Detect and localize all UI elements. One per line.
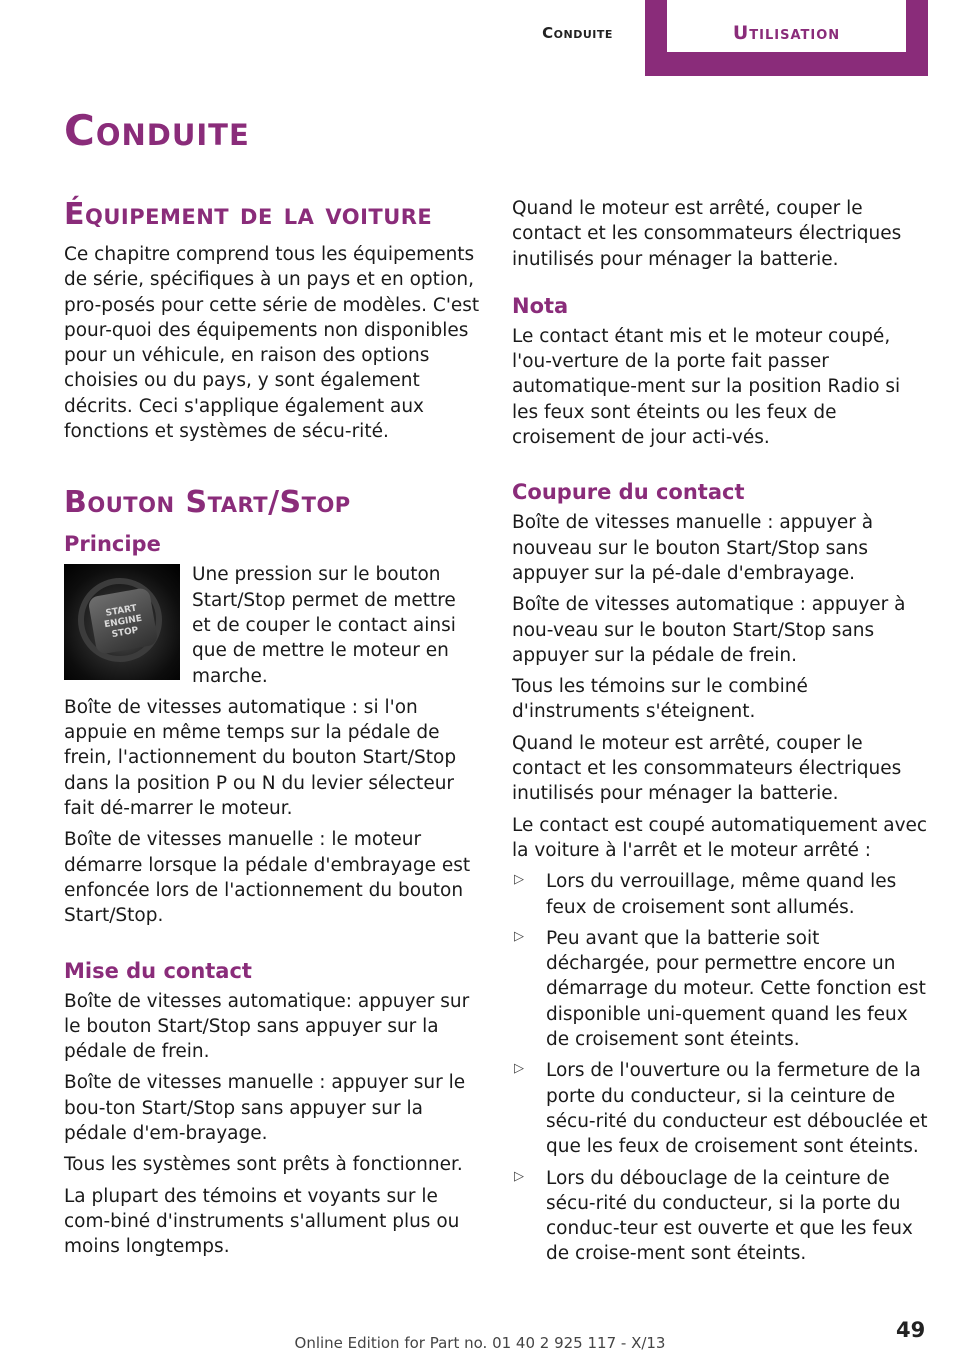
- heading-nota: Nota: [512, 293, 569, 318]
- paragraph-nota: Le contact étant mis et le moteur coupé, l'ou-verture de la porte fait passer automatique-ment sur la position Radio si les feux sont éteints ou les feux de croisement de jour acti-vés.: [512, 325, 901, 449]
- heading-bouton-start-stop: Bouton Start/Stop: [64, 485, 351, 521]
- footer-edition: Online Edition for Part no. 01 40 2 925 117 - X/13: [294, 1334, 666, 1352]
- paragraph-coupure-2: Boîte de vitesses automatique : appuyer à nou-veau sur le bouton Start/Stop sans appuyer sur la pédale de frein.: [512, 594, 906, 666]
- page-number: 49: [896, 1318, 926, 1342]
- heading-principe: Principe: [64, 532, 161, 557]
- paragraph-principe-1: Une pression sur le bouton Start/Stop permet de mettre et de couper le contact ainsi que de mettre le moteur en marche.: [192, 564, 456, 687]
- start-stop-button-photo: [64, 564, 180, 680]
- triangle-bullet-icon: ▷: [514, 1061, 524, 1077]
- paragraph-principe-2: Boîte de vitesses automatique : si l'on appuie en même temps sur la pédale de frein, l'actionnement du bouton Start/Stop dans la position P ou N du levier sélecteur fait dé-marrer le moteur.: [64, 696, 457, 820]
- triangle-bullet-icon: ▷: [514, 1168, 524, 1184]
- paragraph-coupure-3: Tous les témoins sur le combiné d'instruments s'éteignent.: [512, 676, 808, 723]
- heading-coupure-du-contact: Coupure du contact: [512, 480, 745, 505]
- right-column: [512, 196, 928, 1273]
- auto-cutoff-list: [512, 869, 928, 1266]
- page-title: Conduite: [64, 106, 250, 155]
- paragraph-equipement: Ce chapitre comprend tous les équipements de série, spécifiques à un pays et en option, pro-posés pour cette série de modèles. C'est pour-quoi des équipements non disponibles pour un véhicule, en raison des options choisies ou du pays, y sont également décrits. Ceci s'applique également aux fonctions et systèmes de sécu-rité.: [64, 244, 480, 443]
- paragraph-intro: Quand le moteur est arrêté, couper le contact et les consommateurs électriques inutilisés pour ménager la batterie.: [512, 198, 902, 270]
- list-item-text: Lors de l'ouverture ou la fermeture de la porte du conducteur, si la ceinture de sécu-rité du conducteur est débouclée et que les feux de croisement sont éteints.: [546, 1060, 928, 1158]
- triangle-bullet-icon: ▷: [514, 928, 524, 944]
- list-item-text: Peu avant que la batterie soit déchargée, pour permettre encore un démarrage du moteur. Cette fonction est disponible uni-quement quand les feux de croisement sont éteints.: [546, 927, 926, 1051]
- paragraph-mise-4: La plupart des témoins et voyants sur le com-biné d'instruments s'allument plus ou moins longtemps.: [64, 1185, 460, 1258]
- header-section-tab: Conduite: [542, 24, 613, 42]
- left-column: [64, 196, 480, 1266]
- list-item: [512, 1166, 928, 1267]
- heading-mise-du-contact: Mise du contact: [64, 958, 252, 983]
- list-item-text: Lors du débouclage de la ceinture de sécu-rité du conducteur, si la porte du conduc-teur est ouverte et que les feux de croise-ment sont éteints.: [546, 1167, 913, 1265]
- header-active-tab[interactable]: [645, 0, 928, 76]
- list-item: [512, 869, 928, 920]
- paragraph-mise-1: Boîte de vitesses automatique: appuyer sur le bouton Start/Stop sans appuyer sur la pédale de frein.: [64, 990, 470, 1063]
- list-item: [512, 926, 928, 1052]
- list-item: [512, 1058, 928, 1159]
- triangle-bullet-icon: ▷: [514, 872, 524, 888]
- principe-figure-block: [64, 562, 480, 821]
- paragraph-mise-2: Boîte de vitesses manuelle : appuyer sur le bou-ton Start/Stop sans appuyer sur la pédale d'em-brayage.: [64, 1072, 466, 1145]
- photo-start-stop-key: START ENGINE STOP: [87, 587, 158, 655]
- paragraph-coupure-5: Le contact est coupé automatiquement avec la voiture à l'arrêt et le moteur arrêté :: [512, 814, 928, 861]
- header-active-tab-label: Utilisation: [667, 0, 906, 52]
- heading-equipement: Équipement de la voiture: [64, 197, 433, 232]
- list-item-text: Lors du verrouillage, même quand les feux de croisement sont allumés.: [546, 871, 897, 918]
- paragraph-principe-3: Boîte de vitesses manuelle : le moteur démarre lorsque la pédale d'embrayage est enfoncée lors de l'actionnement du bouton Start/Stop.: [64, 829, 471, 927]
- paragraph-coupure-1: Boîte de vitesses manuelle : appuyer à nouveau sur le bouton Start/Stop sans appuyer sur la pé-dale d'embrayage.: [512, 512, 874, 584]
- paragraph-coupure-4: Quand le moteur est arrêté, couper le contact et les consommateurs électriques inutilisés pour ménager la batterie.: [512, 732, 902, 805]
- paragraph-mise-3: Tous les systèmes sont prêts à fonctionner.: [64, 1154, 463, 1176]
